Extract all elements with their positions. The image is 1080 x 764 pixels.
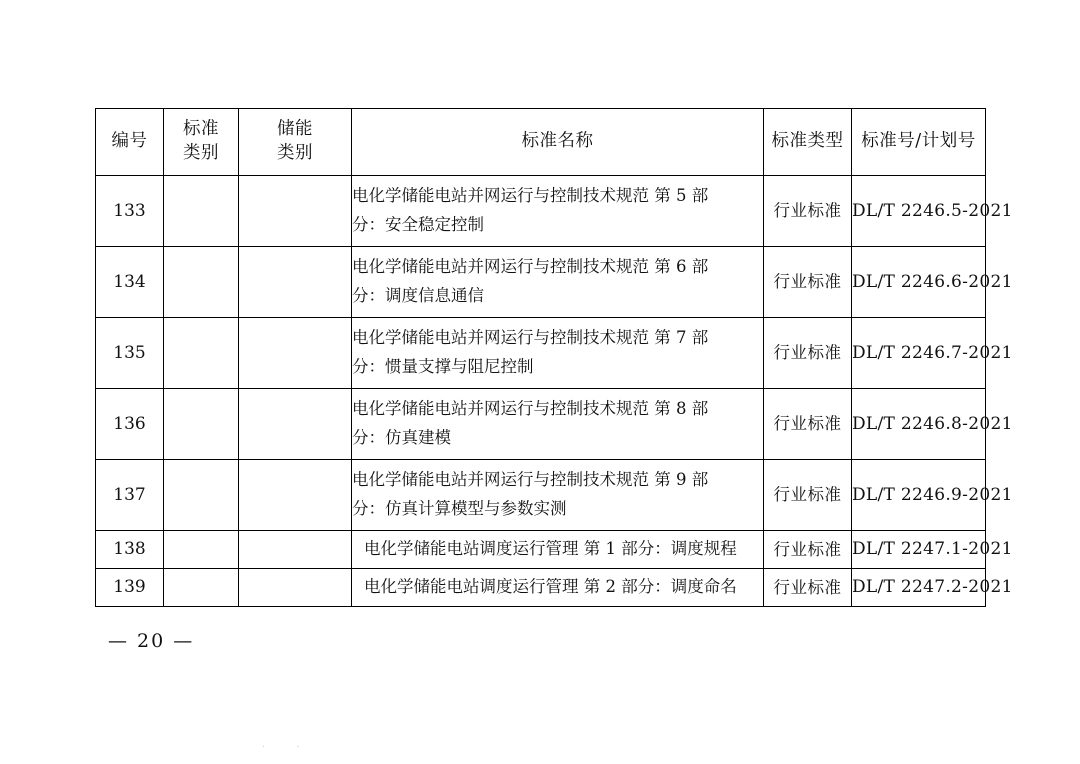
- header-cell-standard-name: 标准名称: [352, 109, 764, 176]
- cell-category: [164, 568, 239, 606]
- cell-storage-category: [239, 460, 352, 531]
- cell-standard-type: 行业标准: [764, 389, 852, 460]
- page-number: — 20 —: [108, 630, 195, 652]
- table-row: [96, 531, 986, 569]
- table-row: [96, 247, 986, 318]
- header-category-line2: 类别: [183, 143, 219, 163]
- cell-standard-type: 行业标准: [764, 531, 852, 569]
- cell-storage-category: [239, 247, 352, 318]
- header-category-line1: 标准: [183, 119, 219, 140]
- cell-standard-code: DL/T 2246.9-2021: [852, 460, 986, 531]
- header-cell-storage-category: [239, 109, 352, 176]
- cell-number: 139: [96, 568, 164, 606]
- cell-standard-code: DL/T 2247.2-2021: [852, 568, 986, 606]
- cell-standard-name: [352, 318, 764, 389]
- standard-name-line2: 分：仿真计算模型与参数实测: [352, 499, 567, 518]
- cell-number: 138: [96, 531, 164, 569]
- standard-name-line1: 电化学储能电站并网运行与控制技术规范 第 7 部: [352, 328, 709, 348]
- cell-standard-code: DL/T 2246.7-2021: [852, 318, 986, 389]
- cell-number: 136: [96, 389, 164, 460]
- cell-standard-type: 行业标准: [764, 247, 852, 318]
- cell-category: [164, 318, 239, 389]
- cell-standard-name: [352, 176, 764, 247]
- standard-name-line1: 电化学储能电站并网运行与控制技术规范 第 8 部: [352, 399, 709, 419]
- cell-category: [164, 247, 239, 318]
- header-cell-standard-type: 标准类型: [764, 109, 852, 176]
- cell-standard-name: [352, 460, 764, 531]
- cell-standard-code: DL/T 2246.8-2021: [852, 389, 986, 460]
- cell-standard-code: DL/T 2246.5-2021: [852, 176, 986, 247]
- table-row: [96, 568, 986, 606]
- table-header: [96, 109, 986, 176]
- cell-number: 134: [96, 247, 164, 318]
- header-cell-number: 编号: [96, 109, 164, 176]
- cell-category: [164, 176, 239, 247]
- standard-name-line1: 电化学储能电站并网运行与控制技术规范 第 6 部: [352, 257, 709, 277]
- cell-category: [164, 389, 239, 460]
- standards-table: [95, 108, 1013, 607]
- footer-marks: · ·: [262, 742, 314, 753]
- cell-standard-type: 行业标准: [764, 460, 852, 531]
- standard-name-line2: 分：安全稳定控制: [352, 215, 484, 234]
- cell-number: 133: [96, 176, 164, 247]
- cell-storage-category: [239, 531, 352, 569]
- cell-number: 135: [96, 318, 164, 389]
- standard-name-line2: 分：调度信息通信: [352, 286, 484, 305]
- cell-storage-category: [239, 176, 352, 247]
- cell-standard-type: 行业标准: [764, 176, 852, 247]
- cell-standard-code: DL/T 2246.6-2021: [852, 247, 986, 318]
- standard-name-line1: 电化学储能电站并网运行与控制技术规范 第 5 部: [352, 186, 709, 206]
- cell-storage-category: [239, 389, 352, 460]
- table-body: [96, 176, 1013, 607]
- cell-standard-type: 行业标准: [764, 568, 852, 606]
- header-storage-line1: 储能: [277, 119, 313, 140]
- table-header-row: [96, 109, 986, 176]
- header-cell-standard-code: 标准号/计划号: [852, 109, 986, 176]
- table-row: [96, 176, 986, 247]
- cell-standard-name: 电化学储能电站调度运行管理 第 1 部分：调度规程: [352, 531, 764, 569]
- table-row: [96, 318, 986, 389]
- standard-name-line2: 分：仿真建模: [352, 428, 451, 447]
- cell-category: [164, 460, 239, 531]
- cell-standard-name: [352, 389, 764, 460]
- cell-standard-name: 电化学储能电站调度运行管理 第 2 部分：调度命名: [352, 568, 764, 606]
- standards-table-container: [95, 108, 1013, 607]
- cell-standard-code: DL/T 2247.1-2021: [852, 531, 986, 569]
- cell-standard-type: 行业标准: [764, 318, 852, 389]
- standard-name-line1: 电化学储能电站并网运行与控制技术规范 第 9 部: [352, 470, 709, 490]
- cell-storage-category: [239, 318, 352, 389]
- header-storage-line2: 类别: [277, 143, 313, 163]
- cell-storage-category: [239, 568, 352, 606]
- cell-standard-name: [352, 247, 764, 318]
- standard-name-line2: 分：惯量支撑与阻尼控制: [352, 357, 534, 376]
- cell-category: [164, 531, 239, 569]
- header-cell-category: [164, 109, 239, 176]
- table-row: [96, 389, 986, 460]
- cell-number: 137: [96, 460, 164, 531]
- table-row: [96, 460, 986, 531]
